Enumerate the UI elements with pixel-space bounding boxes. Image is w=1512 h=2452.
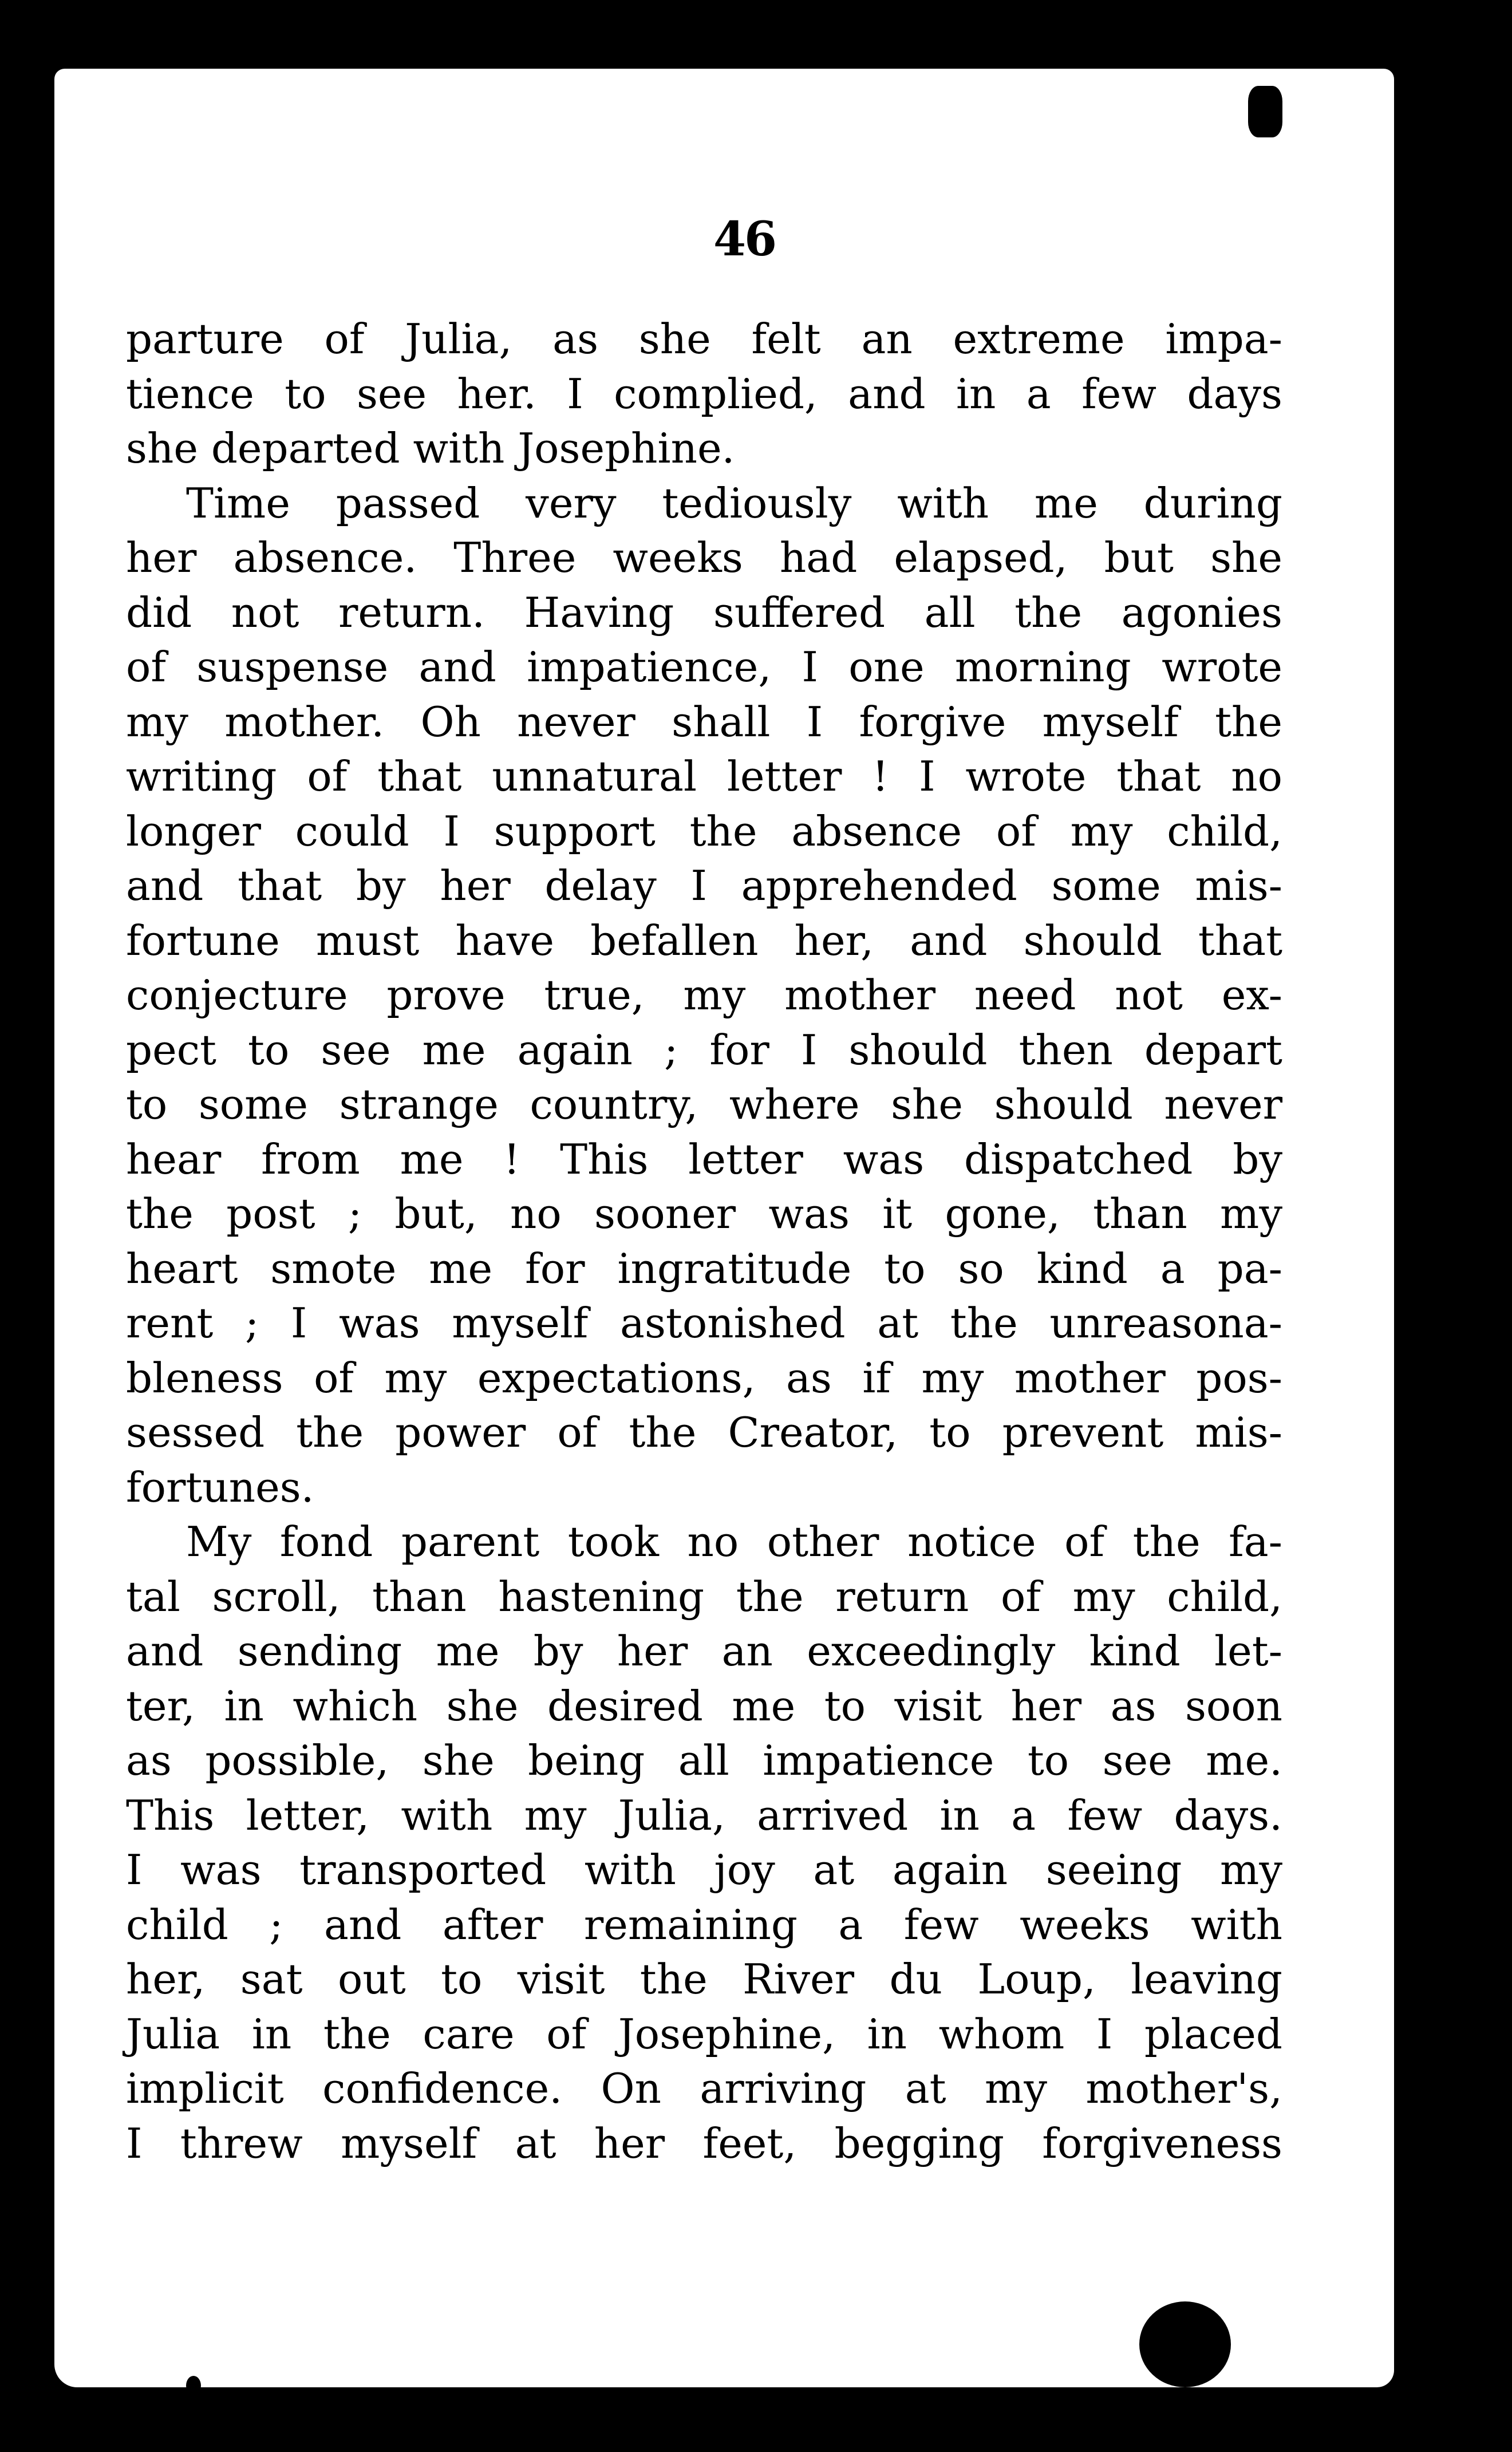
text-line: to some strange country, where she should never bbox=[126, 1080, 1282, 1128]
page-body-text bbox=[126, 312, 1282, 2171]
text-line: implicit confidence. On arriving at my mother's, bbox=[126, 2064, 1282, 2113]
text-line: child ; and after remaining a few weeks with bbox=[126, 1900, 1282, 1949]
text-line: Julia in the care of Josephine, in whom I placed bbox=[126, 2009, 1282, 2058]
text-line: rent ; I was myself astonished at the unreasona- bbox=[126, 1299, 1282, 1347]
text-line: hear from me ! This letter was dispatched by bbox=[126, 1135, 1282, 1183]
text-line: fortune must have befallen her, and should that bbox=[126, 916, 1282, 965]
text-line: parture of Julia, as she felt an extreme impa- bbox=[126, 315, 1282, 363]
text-line: Time passed very tediously with me during bbox=[186, 479, 1282, 527]
text-line: her, sat out to visit the River du Loup, leaving bbox=[126, 1955, 1282, 2003]
text-line: tience to see her. I complied, and in a few days bbox=[126, 369, 1282, 418]
text-line: I was transported with joy at again seeing my bbox=[126, 1846, 1282, 1894]
page-number: 46 bbox=[713, 212, 776, 267]
text-line: as possible, she being all impatience to see me. bbox=[126, 1736, 1282, 1784]
text-line: and sending me by her an exceedingly kind let- bbox=[126, 1627, 1282, 1675]
text-line: longer could I support the absence of my child, bbox=[126, 807, 1282, 855]
text-line: ter, in which she desired me to visit her as soon bbox=[126, 1681, 1282, 1730]
text-line: writing of that unnatural letter ! I wrote that no bbox=[126, 752, 1282, 800]
right-edge-shadow bbox=[1394, 0, 1512, 2452]
ink-blot bbox=[1248, 86, 1282, 137]
ink-blot bbox=[1139, 2301, 1231, 2387]
text-line: of suspense and impatience, I one morning wrote bbox=[126, 643, 1282, 691]
bottom-edge-shadow bbox=[0, 2387, 1512, 2452]
top-edge-shadow bbox=[0, 0, 1512, 69]
text-line: and that by her delay I apprehended some mis- bbox=[126, 862, 1282, 910]
text-line: sessed the power of the Creator, to prevent mis- bbox=[126, 1408, 1282, 1456]
text-line: the post ; but, no sooner was it gone, than my bbox=[126, 1190, 1282, 1238]
text-line: I threw myself at her feet, begging forgiveness bbox=[126, 2119, 1282, 2167]
text-line: conjecture prove true, my mother need not ex- bbox=[126, 971, 1282, 1019]
text-line: she departed with Josephine. bbox=[126, 424, 735, 472]
text-line: My fond parent took no other notice of the fa- bbox=[186, 1518, 1282, 1566]
text-line: heart smote me for ingratitude to so kind a pa- bbox=[126, 1244, 1282, 1293]
text-line: fortunes. bbox=[126, 1463, 314, 1511]
ink-blot bbox=[186, 2376, 201, 2395]
text-line: bleness of my expectations, as if my mother pos- bbox=[126, 1353, 1282, 1402]
text-line: did not return. Having suffered all the agonies bbox=[126, 588, 1282, 637]
text-line: my mother. Oh never shall I forgive myself the bbox=[126, 697, 1282, 746]
left-edge-shadow bbox=[0, 0, 54, 2452]
text-line: her absence. Three weeks had elapsed, but she bbox=[126, 534, 1282, 582]
text-line: pect to see me again ; for I should then depart bbox=[126, 1025, 1282, 1074]
text-line: This letter, with my Julia, arrived in a few days. bbox=[126, 1791, 1282, 1839]
text-line: tal scroll, than hastening the return of my child, bbox=[126, 1572, 1282, 1621]
